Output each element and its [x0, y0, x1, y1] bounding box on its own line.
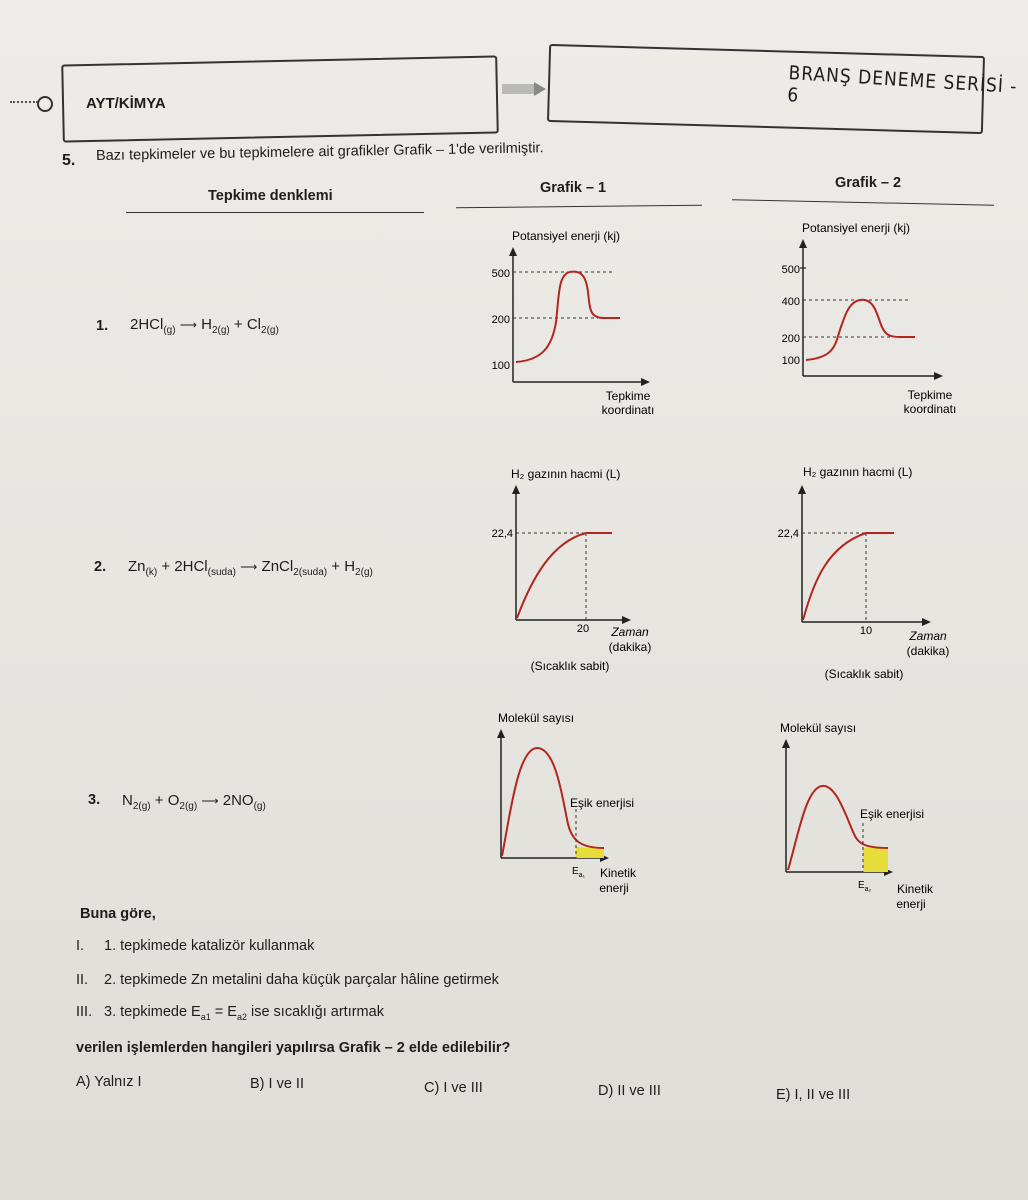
volume-curve [517, 533, 612, 618]
graph2-threshold-label: Eşik enerjisi [860, 807, 925, 821]
graph2-ea-label: $E_{a_2}$ [858, 880, 872, 893]
graph1-ea-label: $E_{a_1}$ [572, 866, 585, 879]
energy-curve [516, 272, 620, 362]
energy-curve [806, 300, 915, 360]
graph1-distribution-ylabel: Molekül sayısı [498, 711, 575, 725]
tick-time: 10 [859, 625, 873, 637]
column-header-graph2: Grafik – 2 [835, 175, 902, 191]
y-axis-arrow [512, 485, 520, 494]
statement-3: 3. tepkimede $E_{a1} = E_{a2}$ ise sıcaklığı artırmak [104, 1004, 384, 1022]
series-title: BRANŞ DENEME SERİSİ - 6 [786, 62, 1019, 107]
graph1-volume-note: (Sıcaklık sabit) [530, 659, 610, 673]
option-c[interactable]: C) I ve III [424, 1080, 483, 1096]
y-axis-arrow [799, 239, 807, 248]
graph2-distribution-xlabel-2: enerji [896, 897, 926, 911]
rule-reaction [126, 212, 424, 213]
graph1-energy-chart [480, 222, 700, 432]
option-e[interactable]: E) I, II ve III [776, 1087, 851, 1103]
question-text: Bazı tepkimeler ve bu tepkimelere ait grafikler Grafik – 1'de verilmiştir. [95, 140, 544, 164]
x-axis-arrow [922, 618, 931, 626]
graph2-volume-ylabel: H₂ gazının hacmi (L) [803, 465, 913, 479]
graph2-distribution-xlabel-1: Kinetik [896, 882, 934, 896]
reaction-1-number: 1. [96, 318, 109, 334]
statement-1: 1. tepkimede katalizör kullanmak [104, 938, 315, 954]
y-axis-arrow [798, 485, 806, 494]
graph2-distribution-ylabel: Molekül sayısı [780, 721, 857, 735]
graph2-energy-chart [770, 214, 1000, 429]
tick-22-4: 22,4 [777, 528, 799, 540]
graph1-distribution-xlabel-1: Kinetik [599, 866, 637, 880]
reaction-3-number: 3. [88, 792, 101, 808]
x-axis-arrow [641, 378, 650, 386]
graph1-volume-chart [480, 460, 680, 680]
option-a[interactable]: A) Yalnız I [76, 1074, 142, 1090]
column-header-reaction: Tepkime denklemi [208, 188, 333, 204]
area-above-threshold [863, 848, 888, 872]
x-axis-arrow [622, 616, 631, 624]
tick-500: 500 [781, 264, 800, 276]
graph2-energy-xlabel-1: Tepkime [907, 388, 953, 402]
option-b[interactable]: B) I ve II [250, 1076, 304, 1092]
graph2-volume-xlabel-1: Zaman [909, 629, 947, 643]
graph2-distribution-chart [776, 716, 976, 916]
graph1-threshold-label: Eşik enerjisi [570, 796, 635, 810]
header-dotted-line [10, 101, 38, 103]
y-axis-arrow [497, 729, 505, 738]
graph2-energy-xlabel-2: koordinatı [903, 402, 957, 416]
statement-3-number: III. [76, 1004, 93, 1020]
reaction-2-number: 2. [94, 559, 107, 575]
reaction-3-equation: $N_{2(g)} + O_{2(g)}$ ⟶ $2NO_{(g)}$ [122, 792, 266, 812]
question-prompt: verilen işlemlerden hangileri yapılırsa Grafik – 2 elde edilebilir? [76, 1040, 511, 1056]
graph1-distribution-xlabel-2: enerji [599, 881, 629, 895]
reaction-1-equation: 2HCl$_{(g)}$ ⟶ $H_{2(g)} + Cl_{2(g)}$ [130, 316, 279, 336]
reaction-2-equation: $Zn_{(k)} + 2HCl_{(suda)}$ ⟶ ZnCl$_{2(suda)}$ + $H_{2(g)}$ [128, 558, 373, 578]
graph2-volume-chart [766, 460, 976, 690]
graph2-energy-ylabel: Potansiyel enerji (kj) [802, 221, 911, 235]
graph1-energy-xlabel-2: koordinatı [601, 403, 655, 417]
column-header-graph1: Grafik – 1 [540, 180, 607, 196]
volume-curve [803, 533, 894, 620]
tick-100: 100 [781, 355, 800, 367]
statement-2-number: II. [76, 972, 89, 988]
tick-time: 20 [576, 623, 590, 635]
statement-2: 2. tepkimede Zn metalini daha küçük parçalar hâline getirmek [104, 972, 499, 988]
tick-100: 100 [491, 360, 510, 372]
header-arrow-icon [500, 82, 546, 96]
subject-label: AYT/KİMYA [86, 95, 166, 112]
graph2-volume-note: (Sıcaklık sabit) [824, 667, 904, 681]
bottom-intro: Buna göre, [80, 906, 156, 922]
y-axis-arrow [782, 739, 790, 748]
tick-500: 500 [491, 268, 510, 280]
y-axis-arrow [509, 247, 517, 256]
header-circle-icon [37, 96, 53, 112]
graph1-distribution-chart [480, 706, 680, 906]
statement-1-number: I. [76, 938, 85, 954]
tick-400: 400 [781, 296, 800, 308]
graph1-volume-xlabel-1: Zaman [611, 625, 649, 639]
graph1-volume-xlabel-2: (dakika) [608, 640, 652, 654]
graph1-energy-ylabel: Potansiyel enerji (kj) [512, 229, 621, 243]
tick-22-4: 22,4 [491, 528, 513, 540]
option-d[interactable]: D) II ve III [598, 1083, 661, 1099]
graph1-energy-xlabel-1: Tepkime [605, 389, 651, 403]
x-axis-arrow [934, 372, 943, 380]
tick-200: 200 [491, 314, 510, 326]
question-number: 5. [62, 152, 76, 169]
graph1-volume-ylabel: H₂ gazının hacmi (L) [511, 467, 621, 481]
graph2-volume-xlabel-2: (dakika) [906, 644, 950, 658]
tick-200: 200 [781, 333, 800, 345]
